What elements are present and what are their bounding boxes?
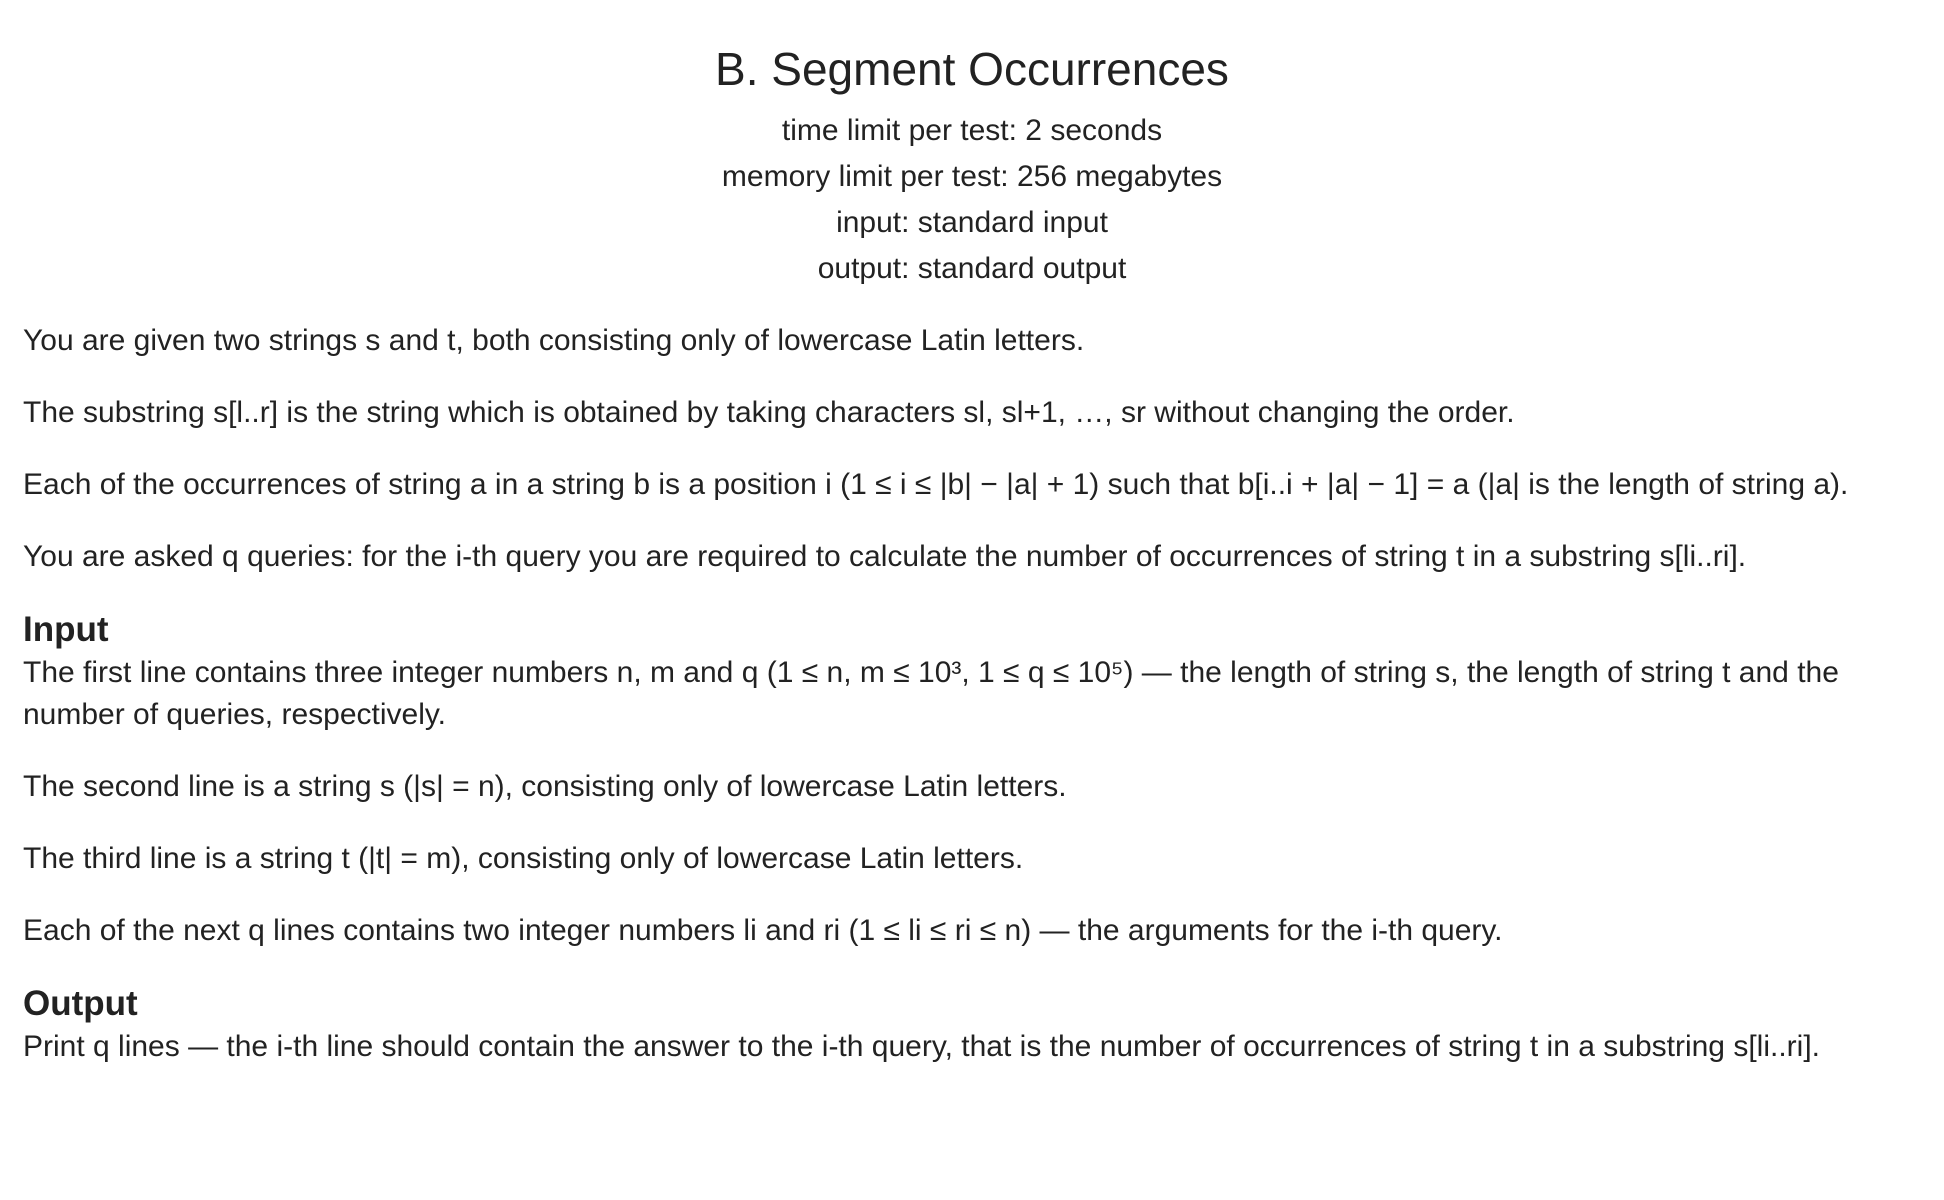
input-paragraph-2: The second line is a string s (|s| = n), consisting only of lowercase Latin letters. xyxy=(23,770,1067,803)
time-limit: time limit per test: 2 seconds xyxy=(781,114,1163,147)
input-section-title: Input xyxy=(23,610,109,649)
problem-header xyxy=(0,36,1944,292)
statement-paragraph-4: You are asked q queries: for the i-th query you are required to calculate the number of occurrences of string t in a substring s[li..ri]. xyxy=(23,540,1747,573)
problem-title: B. Segment Occurrences xyxy=(715,43,1229,95)
output-spec: output: standard output xyxy=(817,252,1127,285)
input-paragraph-4: Each of the next q lines contains two integer numbers li and ri (1 ≤ li ≤ ri ≤ n) — the arguments for the i-th query. xyxy=(23,914,1503,947)
statement-paragraph-3: Each of the occurrences of string a in a string b is a position i (1 ≤ i ≤ |b| − |a| + 1) such that b[i..i + |a| − 1] = a (|a| is the length of string a). xyxy=(23,468,1849,501)
memory-limit: memory limit per test: 256 megabytes xyxy=(721,160,1223,193)
legend xyxy=(23,320,1923,578)
input-spec: input: standard input xyxy=(836,206,1108,239)
output-section-title: Output xyxy=(23,984,138,1023)
input-paragraph-3: The third line is a string t (|t| = m), consisting only of lowercase Latin letters. xyxy=(23,842,1024,875)
statement-paragraph-2: The substring s[l..r] is the string which is obtained by taking characters sl, sl+1, …, sr without changing the order. xyxy=(23,396,1515,429)
problem-statement xyxy=(23,36,1923,1098)
output-paragraph-1: Print q lines — the i-th line should contain the answer to the i-th query, that is the number of occurrences of string t in a substring s[li..ri]. xyxy=(23,1030,1820,1063)
input-section xyxy=(23,608,1923,952)
output-section xyxy=(23,982,1923,1068)
input-paragraph-1: The first line contains three integer numbers n, m and q (1 ≤ n, m ≤ 10³, 1 ≤ q ≤ 10⁵) — the length of string s, the length of string t and the number of queries, respectively. xyxy=(23,656,1839,731)
statement-paragraph-1: You are given two strings s and t, both consisting only of lowercase Latin letters. xyxy=(23,324,1085,357)
